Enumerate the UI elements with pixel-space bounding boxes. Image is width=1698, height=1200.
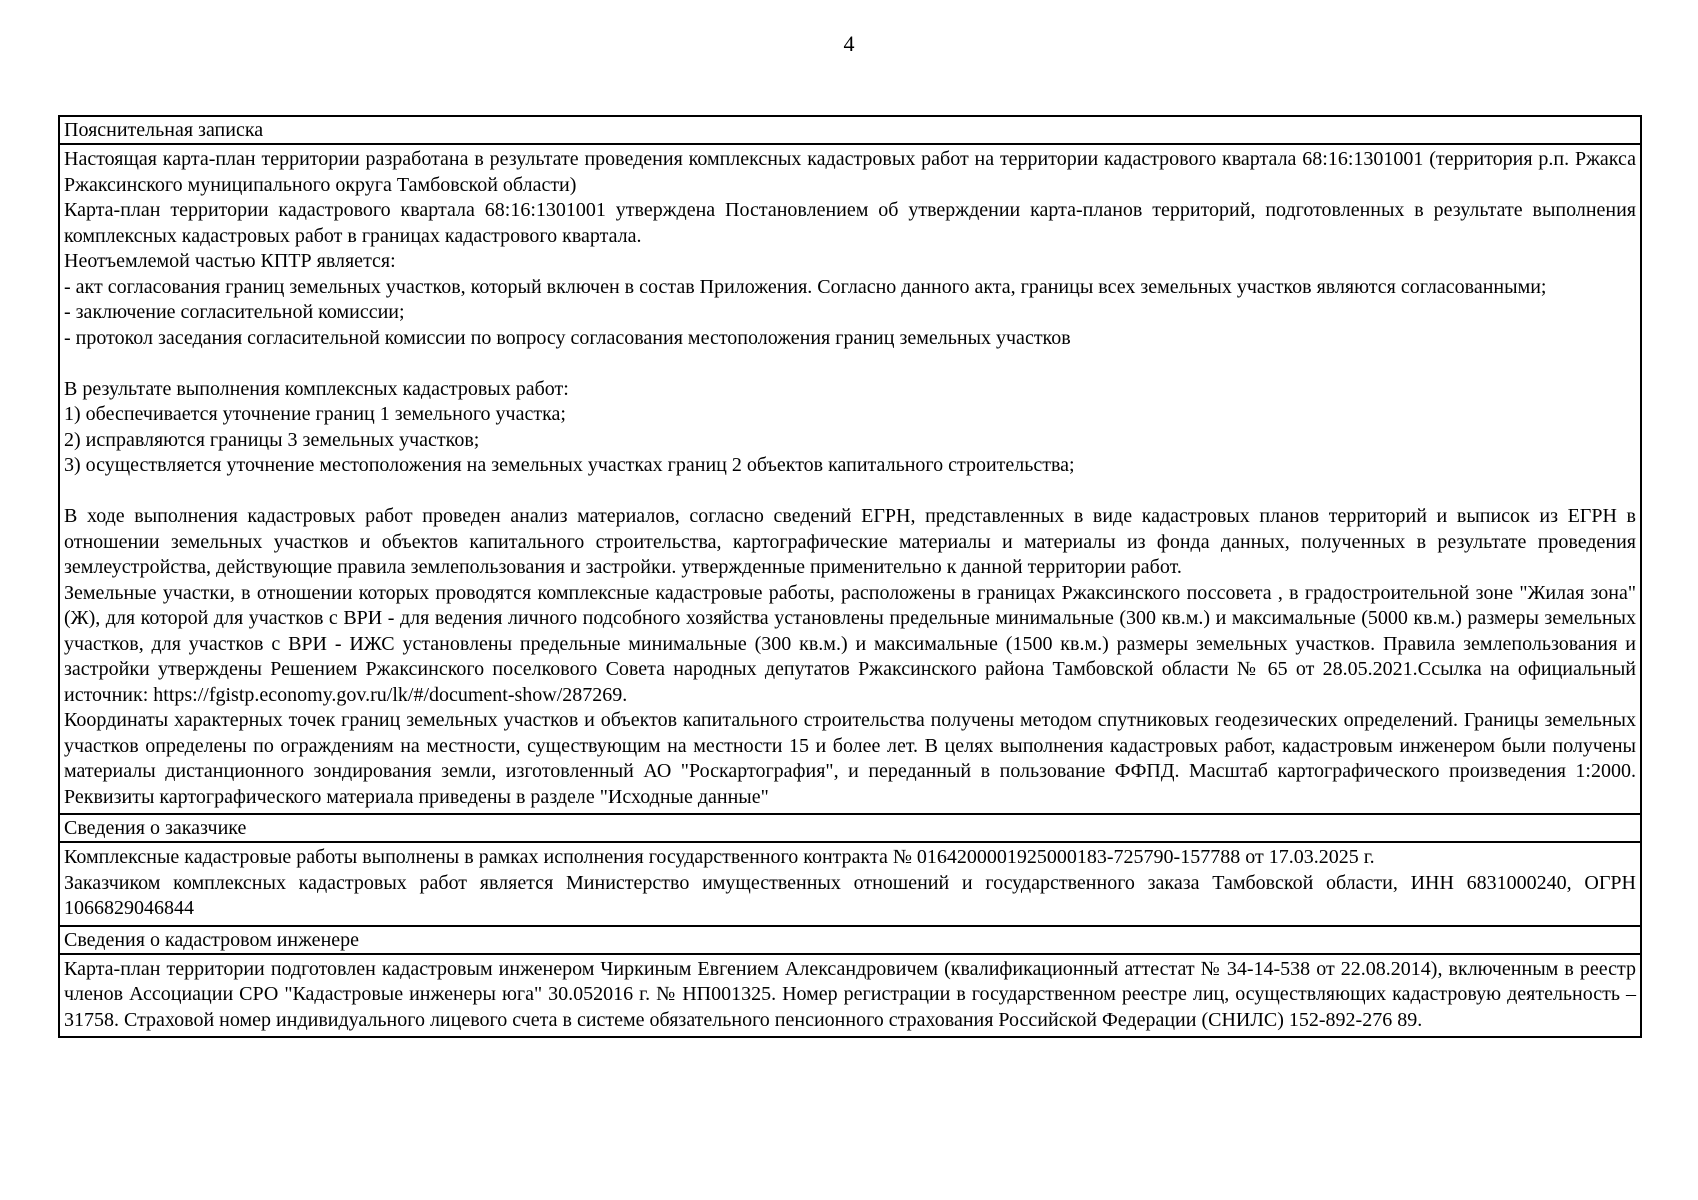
section-title-engineer: Сведения о кадастровом инженере — [60, 927, 1640, 955]
section-body-customer — [60, 843, 1640, 927]
paragraph: Координаты характерных точек границ земельных участков и объектов капитального строительства получены методом спутниковых геодезических определений. Границы земельных участков определены по ограждениям на местности, существующим на местности 15 и более лет. В целях выполнения кадастровых работ, кадастровым инженером были получены материалы дистанционного зондирования земли, изготовленный АО "Роскартография", и переданный в пользование ФФПД. Масштаб картографического произведения 1:2000. Реквизиты картографического материала приведены в разделе "Исходные данные" — [64, 709, 1636, 808]
paragraph: Настоящая карта-план территории разработана в результате проведения комплексных кадастровых работ на территории кадастрового квартала 68:16:1301001 (территория р.п. Ржакса Ржаксинского муниципального округа Тамбовской области) — [64, 148, 1636, 196]
paragraph: В результате выполнения комплексных кадастровых работ: — [64, 377, 569, 400]
paragraph: - протокол заседания согласительной комиссии по вопросу согласования местоположения границ земельных участков — [64, 326, 1071, 349]
paragraph: 1) обеспечивается уточнение границ 1 земельного участка; — [64, 403, 566, 425]
paragraph: 2) исправляются границы 3 земельных участков; — [64, 428, 480, 451]
section-title-explanatory: Пояснительная записка — [60, 117, 1640, 145]
paragraph: Неотъемлемой частью КПТР является: — [64, 250, 396, 272]
paragraph: Комплексные кадастровые работы выполнены в рамках исполнения государственного контракта № 0164200001925000183-725790-157788 от 17.03.2025 г. — [64, 846, 1375, 868]
paragraph: - заключение согласительной комиссии; — [64, 301, 405, 323]
blank-line — [64, 351, 1636, 377]
paragraph: Карта-план территории кадастрового квартала 68:16:1301001 утверждена Постановлением об утверждении карта-планов территорий, подготовленных в результате выполнения комплексных кадастровых работ в границах кадастрового квартала. — [64, 199, 1636, 247]
section-body-engineer — [60, 955, 1640, 1037]
paragraph: Карта-план территории подготовлен кадастровым инженером Чиркиным Евгением Александровичем (квалификационный аттестат № 34-14-538 от 22.08.2014), включенным в реестр членов Ассоциации СРО "Кадастровые инженеры юга" 30.052016 г. № НП001325. Номер регистрации в государственном реестре лиц, осуществляющих кадастровую деятельность – 31758. Страховой номер индивидуального лицевого счета в системе обязательного пенсионного страхования Российской Федерации (СНИЛС) 152-892-276 89. — [64, 957, 1636, 1031]
blank-line — [64, 479, 1636, 505]
section-title-customer: Сведения о заказчике — [60, 815, 1640, 843]
section-body-explanatory — [60, 145, 1640, 815]
paragraph: В ходе выполнения кадастровых работ проведен анализ материалов, согласно сведений ЕГРН, представленных в виде кадастровых планов территорий и выписок из ЕГРН в отношении земельных участков и объектов капитального строительства, картографические материалы и материалы из фонда данных, полученных в результате проведения землеустройства, действующие правила землепользования и застройки. утвержденные применительно к данной территории работ. — [64, 505, 1636, 578]
page-number: 4 — [843, 31, 855, 56]
document-table — [58, 115, 1642, 1038]
paragraph: Земельные участки, в отношении которых проводятся комплексные кадастровые работы, расположены в границах Ржаксинского поссовета , в градостроительной зоне "Жилая зона" (Ж), для которой для участков с ВРИ - для ведения личного подсобного хозяйства установлены предельные минимальные (300 кв.м.) и максимальные (5000 кв.м.) размеры земельных участков, для участков с ВРИ - ИЖС установлены предельные минимальные (300 кв.м.) и максимальные (1500 кв.м.) размеры земельных участков. Правила землепользования и застройки утверждены Решением Ржаксинского поселкового Совета народных депутатов Ржаксинского района Тамбовской области № 65 от 28.05.2021.Ссылка на официальный источник: https://fgistp.economy.gov.ru/lk/#/document-show/287269. — [64, 581, 1636, 706]
paragraph: - акт согласования границ земельных участков, который включен в состав Приложения. Согласно данного акта, границы всех земельных участков являются согласованными; — [64, 275, 1547, 298]
paragraph: 3) осуществляется уточнение местоположения на земельных участках границ 2 объектов капитального строительства; — [64, 454, 1075, 476]
paragraph: Заказчиком комплексных кадастровых работ является Министерство имущественных отношений и государственного заказа Тамбовской области, ИНН 6831000240, ОГРН 1066829046844 — [64, 871, 1636, 919]
